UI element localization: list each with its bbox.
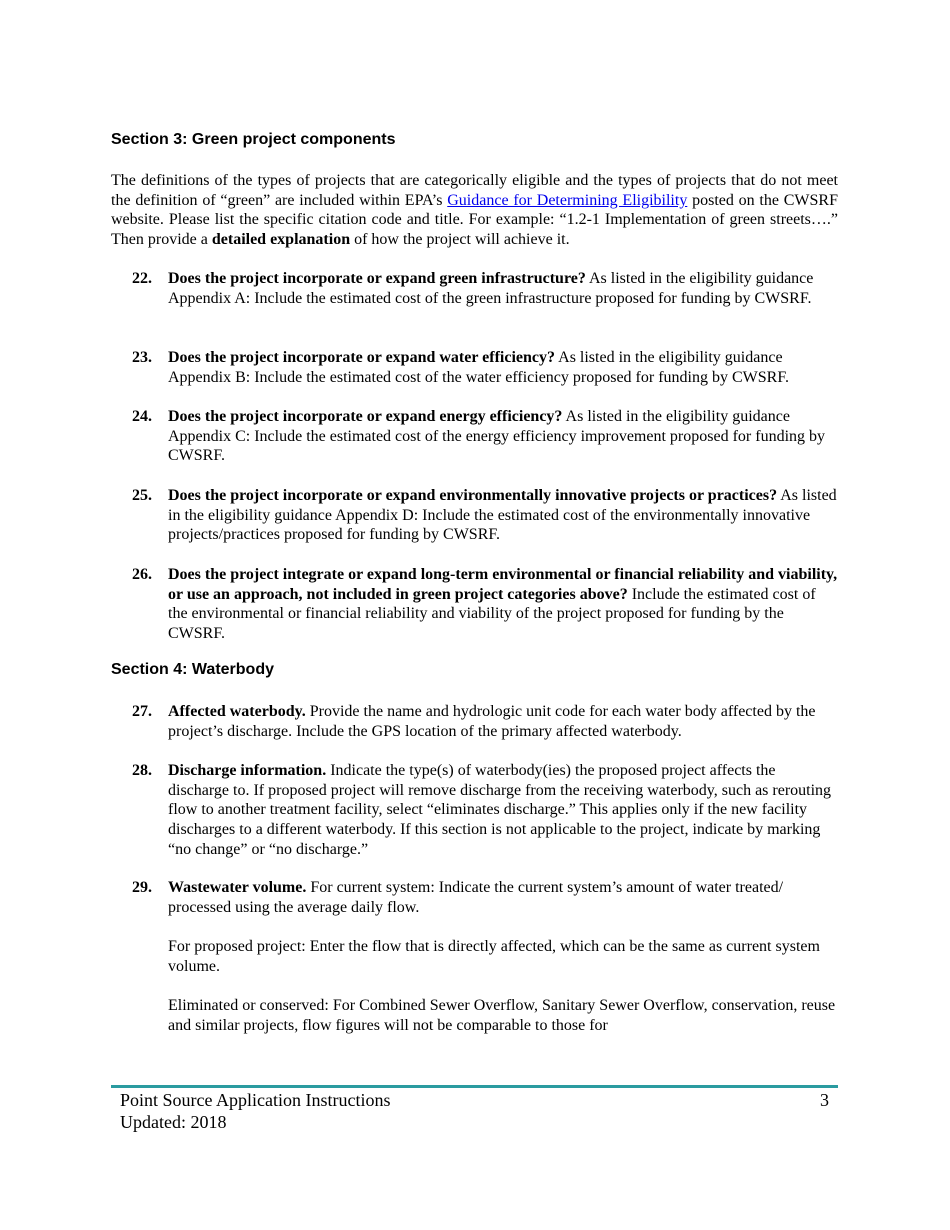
eliminated-conserved-paragraph: Eliminated or conserved: For Combined Sewer Overflow, Sanitary Sewer Overflow, conservation, reuse and similar projects, flow figures will not be comparable to those for [168,997,836,1034]
question-22 [132,269,838,308]
item-text: As listed in the eligibility guidance Appendix A: Include the estimated cost of the green infrastructure proposed for funding by CWSRF. [168,270,814,307]
item-number: 25. [132,487,152,504]
question-29 [132,878,838,917]
question-28 [132,761,838,860]
intro-text-3: of how the project will achieve it. [350,231,570,249]
item-number: 26. [132,566,152,583]
item-text: Indicate the type(s) of waterbody(ies) the proposed project affects the discharge to. If proposed project will remove discharge from the receiving waterbody, such as rerouting flow to another treatment facility, select “eliminates discharge.” This applies only if the new facility discharges to a different waterbody. If this section is not applicable to the project, indicate by marking “no change” or “no discharge.” [168,762,832,858]
item-number: 23. [132,349,152,366]
item-number: 27. [132,703,152,720]
item-question: Affected waterbody. [168,703,306,720]
item-text: As listed in the eligibility guidance Appendix C: Include the estimated cost of the energy efficiency improvement proposed for funding by CWSRF. [168,408,826,465]
question-25 [132,486,838,545]
question-24 [132,407,838,466]
intro-bold: detailed explanation [211,231,351,249]
item-text: Provide the name and hydrologic unit code for each water body affected by the project’s discharge. Include the GPS location of the primary affected waterbody. [168,703,816,740]
item-number: 24. [132,408,152,425]
question-26 [132,565,838,644]
item-question: Does the project incorporate or expand environmentally innovative projects or practices? [168,487,778,504]
item-question: Does the project incorporate or expand energy efficiency? [168,408,563,425]
proposed-project-paragraph: For proposed project: Enter the flow that is directly affected, which can be the same as current system volume. [168,938,820,975]
footer-divider [111,1085,838,1088]
item-number: 29. [132,879,152,896]
item-text: For current system: Indicate the current system’s amount of water treated/ processed using the average daily flow. [168,879,784,916]
section-3-intro [111,171,838,250]
intro-text-2: posted on the CWSRF website. Please list the specific citation code and title. For example: “1.2-1 Implementation of green streets….” Then provide a [111,191,838,249]
item-text: As listed in the eligibility guidance Appendix D: Include the estimated cost of the environmentally innovative projects/practices proposed for funding by CWSRF. [168,487,837,544]
item-text: Include the estimated cost of the environmental or financial reliability and viability of the project proposed for funding by the CWSRF. [168,585,816,643]
item-question: Discharge information. [168,762,327,779]
section-3-heading: Section 3: Green project components [111,131,396,148]
footer-title: Point Source Application Instructions [120,1090,391,1110]
eligibility-guidance-link[interactable]: Guidance for Determining Eligibility [447,191,688,209]
item-number: 28. [132,762,152,779]
item-question: Does the project incorporate or expand water efficiency? [168,349,556,366]
item-question: Wastewater volume. [168,879,307,896]
question-27 [132,702,838,741]
item-number: 22. [132,270,152,287]
page-number: 3 [820,1090,829,1110]
intro-text-1: The definitions of the types of projects that are categorically eligible and the types of projects that do not meet the definition of “green” are included within EPA’s [111,172,838,209]
item-question: Does the project incorporate or expand green infrastructure? [168,270,586,287]
question-23 [132,348,838,387]
footer-updated: Updated: 2018 [120,1112,227,1132]
section-4-heading: Section 4: Waterbody [111,661,274,678]
item-question: Does the project integrate or expand long-term environmental or financial reliability and viability, or use an approach, not included in green project categories above? [168,566,838,603]
item-text: As listed in the eligibility guidance Appendix B: Include the estimated cost of the water efficiency proposed for funding by CWSRF. [168,349,789,386]
